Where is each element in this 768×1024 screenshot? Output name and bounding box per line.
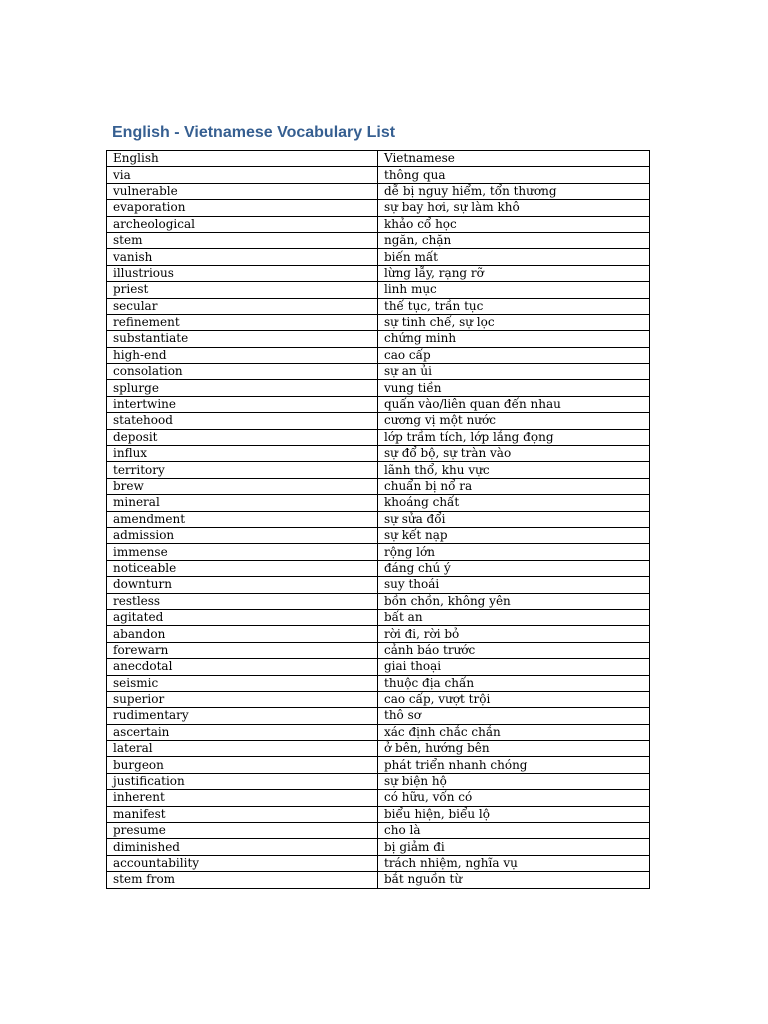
vietnamese-meaning-cell: ngăn, chặn [378,232,650,248]
table-row [107,527,650,543]
vietnamese-meaning-cell: giai thoại [378,659,650,675]
vietnamese-meaning-cell: biến mất [378,249,650,265]
english-word-cell: mineral [107,495,378,511]
english-word-cell: admission [107,527,378,543]
english-word-cell: noticeable [107,560,378,576]
table-row [107,380,650,396]
table-row [107,609,650,625]
table-row [107,478,650,494]
english-word-cell: deposit [107,429,378,445]
table-row [107,642,650,658]
vietnamese-meaning-cell: cao cấp, vượt trội [378,691,650,707]
english-word-cell: forewarn [107,642,378,658]
table-body [107,167,650,888]
english-word-cell: agitated [107,609,378,625]
table-row [107,429,650,445]
table-row [107,249,650,265]
vietnamese-meaning-cell: sự biện hộ [378,773,650,789]
english-word-cell: justification [107,773,378,789]
english-word-cell: splurge [107,380,378,396]
table-row [107,495,650,511]
english-word-cell: presume [107,823,378,839]
english-word-cell: statehood [107,413,378,429]
english-word-cell: territory [107,462,378,478]
vietnamese-meaning-cell: sự bay hơi, sự làm khô [378,200,650,216]
table-row [107,200,650,216]
table-row [107,396,650,412]
english-word-cell: brew [107,478,378,494]
table-row [107,659,650,675]
table-header-row [107,151,650,167]
table-row [107,577,650,593]
vietnamese-meaning-cell: vung tiền [378,380,650,396]
english-word-cell: evaporation [107,200,378,216]
table-row [107,741,650,757]
table-row [107,806,650,822]
vietnamese-meaning-cell: sự sửa đổi [378,511,650,527]
vietnamese-meaning-cell: quấn vào/liên quan đến nhau [378,396,650,412]
table-row [107,511,650,527]
table-row [107,790,650,806]
table-row [107,691,650,707]
vietnamese-meaning-cell: cương vị một nước [378,413,650,429]
table-row [107,167,650,183]
english-word-cell: ascertain [107,724,378,740]
table-row [107,314,650,330]
vietnamese-meaning-cell: rời đi, rời bỏ [378,626,650,642]
table-row [107,708,650,724]
page-title: English - Vietnamese Vocabulary List [112,124,396,141]
english-word-cell: secular [107,298,378,314]
vietnamese-meaning-cell: sự kết nạp [378,527,650,543]
column-header-vietnamese: Vietnamese [378,151,650,167]
vietnamese-meaning-cell: đáng chú ý [378,560,650,576]
vietnamese-meaning-cell: trách nhiệm, nghĩa vụ [378,855,650,871]
table-row [107,183,650,199]
table-row [107,757,650,773]
vietnamese-meaning-cell: sự đổ bộ, sự tràn vào [378,446,650,462]
table-row [107,855,650,871]
english-word-cell: vanish [107,249,378,265]
english-word-cell: immense [107,544,378,560]
english-word-cell: rudimentary [107,708,378,724]
vietnamese-meaning-cell: chuẩn bị nổ ra [378,478,650,494]
vietnamese-meaning-cell: cao cấp [378,347,650,363]
table-row [107,347,650,363]
vocabulary-table [106,150,650,889]
english-word-cell: refinement [107,314,378,330]
english-word-cell: via [107,167,378,183]
english-word-cell: superior [107,691,378,707]
column-header-english: English [107,151,378,167]
vietnamese-meaning-cell: sự tinh chế, sự lọc [378,314,650,330]
table-row [107,331,650,347]
vietnamese-meaning-cell: thuộc địa chấn [378,675,650,691]
vietnamese-meaning-cell: suy thoái [378,577,650,593]
vietnamese-meaning-cell: thô sơ [378,708,650,724]
english-word-cell: abandon [107,626,378,642]
vietnamese-meaning-cell: rộng lớn [378,544,650,560]
vietnamese-meaning-cell: phát triển nhanh chóng [378,757,650,773]
table-row [107,724,650,740]
table-row [107,773,650,789]
vietnamese-meaning-cell: khoáng chất [378,495,650,511]
vietnamese-meaning-cell: bị giảm đi [378,839,650,855]
vietnamese-meaning-cell: dễ bị nguy hiểm, tổn thương [378,183,650,199]
vietnamese-meaning-cell: chứng minh [378,331,650,347]
english-word-cell: amendment [107,511,378,527]
vietnamese-meaning-cell: cho là [378,823,650,839]
table-row [107,675,650,691]
table-row [107,298,650,314]
english-word-cell: accountability [107,855,378,871]
vietnamese-meaning-cell: bồn chồn, không yên [378,593,650,609]
english-word-cell: influx [107,446,378,462]
vietnamese-meaning-cell: có hữu, vốn có [378,790,650,806]
english-word-cell: downturn [107,577,378,593]
table-row [107,462,650,478]
vietnamese-meaning-cell: cảnh báo trước [378,642,650,658]
vietnamese-meaning-cell: xác định chắc chắn [378,724,650,740]
english-word-cell: diminished [107,839,378,855]
table-row [107,872,650,888]
english-word-cell: stem from [107,872,378,888]
english-word-cell: priest [107,282,378,298]
english-word-cell: vulnerable [107,183,378,199]
vietnamese-meaning-cell: bất an [378,609,650,625]
english-word-cell: intertwine [107,396,378,412]
table-row [107,216,650,232]
table-row [107,626,650,642]
table-row [107,593,650,609]
vietnamese-meaning-cell: thông qua [378,167,650,183]
vietnamese-meaning-cell: linh mục [378,282,650,298]
vietnamese-meaning-cell: ở bên, hướng bên [378,741,650,757]
vietnamese-meaning-cell: lớp trầm tích, lớp lắng đọng [378,429,650,445]
table-row [107,544,650,560]
english-word-cell: manifest [107,806,378,822]
table-row [107,413,650,429]
table-row [107,232,650,248]
vietnamese-meaning-cell: biểu hiện, biểu lộ [378,806,650,822]
english-word-cell: burgeon [107,757,378,773]
table-row [107,446,650,462]
table-row [107,839,650,855]
table-row [107,823,650,839]
table-row [107,364,650,380]
table-row [107,282,650,298]
english-word-cell: seismic [107,675,378,691]
english-word-cell: restless [107,593,378,609]
vietnamese-meaning-cell: bắt nguồn từ [378,872,650,888]
vietnamese-meaning-cell: khảo cổ học [378,216,650,232]
english-word-cell: lateral [107,741,378,757]
english-word-cell: consolation [107,364,378,380]
english-word-cell: illustrious [107,265,378,281]
table-row [107,265,650,281]
vietnamese-meaning-cell: thế tục, trần tục [378,298,650,314]
vietnamese-meaning-cell: lừng lẫy, rạng rỡ [378,265,650,281]
vietnamese-meaning-cell: lãnh thổ, khu vực [378,462,650,478]
english-word-cell: stem [107,232,378,248]
english-word-cell: archeological [107,216,378,232]
english-word-cell: substantiate [107,331,378,347]
english-word-cell: anecdotal [107,659,378,675]
english-word-cell: inherent [107,790,378,806]
english-word-cell: high-end [107,347,378,363]
vietnamese-meaning-cell: sự an ủi [378,364,650,380]
table-row [107,560,650,576]
